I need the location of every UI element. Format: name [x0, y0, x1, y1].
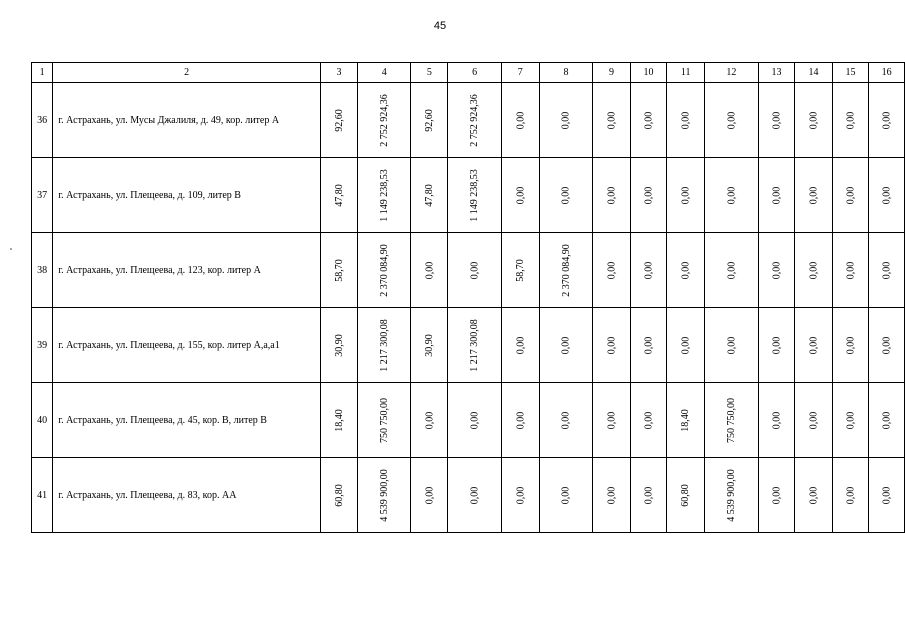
cell-value: 47,80 — [423, 183, 435, 207]
cell-value: 47,80 — [333, 183, 345, 207]
column-header: 10 — [630, 63, 667, 83]
cell-value: 0,00 — [643, 486, 655, 504]
row-number: 40 — [32, 383, 53, 458]
table-row — [32, 83, 905, 158]
row-number: 41 — [32, 458, 53, 533]
value-cell — [501, 383, 539, 458]
cell-value: 2 752 924,36 — [378, 93, 390, 147]
cell-value: 0,00 — [881, 111, 893, 129]
value-cell — [869, 383, 905, 458]
cell-value: 0,00 — [469, 261, 481, 279]
cell-value: 30,90 — [333, 333, 345, 357]
value-cell — [795, 158, 833, 233]
cell-value: 0,00 — [514, 486, 526, 504]
value-cell — [832, 458, 869, 533]
address-cell: г. Астрахань, ул. Плещеева, д. 45, кор. В, литер В — [53, 383, 321, 458]
cell-value: 0,00 — [605, 486, 617, 504]
value-cell — [448, 383, 502, 458]
value-cell — [448, 308, 502, 383]
cell-value: 0,00 — [845, 411, 856, 429]
value-cell — [357, 83, 411, 158]
cell-value: 0,00 — [881, 336, 893, 354]
value-cell — [411, 458, 448, 533]
cell-value: 1 217 300,08 — [378, 318, 390, 372]
value-cell — [539, 308, 593, 383]
value-cell — [758, 233, 795, 308]
address-cell: г. Астрахань, ул. Мусы Джалиля, д. 49, кор. литер А — [53, 83, 321, 158]
cell-value: 4 539 900,00 — [725, 468, 737, 522]
value-cell — [758, 383, 795, 458]
cell-value: 2 752 924,36 — [469, 93, 481, 147]
value-cell — [832, 308, 869, 383]
column-header: 9 — [593, 63, 631, 83]
value-cell — [869, 83, 905, 158]
cell-value: 0,00 — [605, 411, 617, 429]
cell-value: 0,00 — [807, 411, 819, 429]
value-cell — [832, 233, 869, 308]
value-cell — [501, 458, 539, 533]
cell-value: 0,00 — [560, 336, 572, 354]
column-header: 6 — [448, 63, 502, 83]
value-cell — [667, 458, 705, 533]
page-number: 45 — [433, 20, 447, 32]
value-cell — [758, 308, 795, 383]
cell-value: 0,00 — [725, 261, 737, 279]
value-cell — [321, 158, 358, 233]
value-cell — [539, 458, 593, 533]
cell-value: 0,00 — [725, 111, 737, 129]
value-cell — [321, 83, 358, 158]
cell-value: 0,00 — [807, 111, 819, 129]
value-cell — [593, 233, 631, 308]
value-cell — [411, 308, 448, 383]
cell-value: 92,60 — [423, 108, 435, 132]
cell-value: 0,00 — [605, 336, 617, 354]
value-cell — [758, 83, 795, 158]
value-cell — [630, 83, 667, 158]
cell-value: 0,00 — [770, 336, 782, 354]
cell-value: 0,00 — [469, 486, 481, 504]
value-cell — [832, 383, 869, 458]
cell-value: 0,00 — [881, 411, 893, 429]
column-header: 2 — [53, 63, 321, 83]
column-header: 1 — [32, 63, 53, 83]
cell-value: 0,00 — [423, 486, 435, 504]
cell-value: 58,70 — [333, 258, 345, 282]
cell-value: 0,00 — [807, 261, 819, 279]
cell-value: 0,00 — [605, 186, 617, 204]
cell-value: 0,00 — [807, 336, 819, 354]
cell-value: 2 370 084,90 — [378, 243, 390, 297]
value-cell — [321, 233, 358, 308]
value-cell — [539, 383, 593, 458]
value-cell — [357, 233, 411, 308]
cell-value: 0,00 — [605, 111, 617, 129]
value-cell — [869, 158, 905, 233]
cell-value: 0,00 — [680, 186, 692, 204]
value-cell — [448, 158, 502, 233]
value-cell — [667, 158, 705, 233]
value-cell — [539, 233, 593, 308]
cell-value: 0,00 — [643, 261, 655, 279]
address-cell: г. Астрахань, ул. Плещеева, д. 83, кор. АА — [53, 458, 321, 533]
value-cell — [501, 308, 539, 383]
cell-value: 0,00 — [514, 336, 526, 354]
column-header: 15 — [832, 63, 869, 83]
value-cell — [869, 233, 905, 308]
value-cell — [795, 233, 833, 308]
cell-value: 0,00 — [605, 261, 617, 279]
value-cell — [705, 383, 759, 458]
value-cell — [667, 233, 705, 308]
cell-value: 0,00 — [845, 261, 856, 279]
value-cell — [593, 308, 631, 383]
value-cell — [758, 158, 795, 233]
data-table — [31, 62, 905, 533]
table-row — [32, 458, 905, 533]
value-cell — [411, 83, 448, 158]
table-row — [32, 383, 905, 458]
table-row — [32, 233, 905, 308]
cell-value: 0,00 — [770, 111, 782, 129]
cell-value: 0,00 — [423, 411, 435, 429]
cell-value: 18,40 — [333, 408, 345, 432]
value-cell — [357, 458, 411, 533]
value-cell — [869, 458, 905, 533]
cell-value: 0,00 — [845, 486, 856, 504]
cell-value: 0,00 — [643, 336, 655, 354]
cell-value: 0,00 — [725, 186, 737, 204]
cell-value: 0,00 — [514, 411, 526, 429]
cell-value: 0,00 — [680, 336, 692, 354]
value-cell — [501, 83, 539, 158]
value-cell — [630, 158, 667, 233]
cell-value: 0,00 — [770, 261, 782, 279]
value-cell — [593, 383, 631, 458]
cell-value: 0,00 — [643, 411, 655, 429]
cell-value: 0,00 — [807, 486, 819, 504]
value-cell — [321, 458, 358, 533]
value-cell — [357, 158, 411, 233]
value-cell — [539, 83, 593, 158]
cell-value: 18,40 — [680, 408, 692, 432]
cell-value: 0,00 — [770, 411, 782, 429]
value-cell — [795, 383, 833, 458]
cell-value: 0,00 — [643, 186, 655, 204]
value-cell — [357, 383, 411, 458]
value-cell — [593, 458, 631, 533]
address-cell: г. Астрахань, ул. Плещеева, д. 109, литер В — [53, 158, 321, 233]
value-cell — [795, 458, 833, 533]
value-cell — [411, 233, 448, 308]
value-cell — [869, 308, 905, 383]
cell-value: 0,00 — [469, 411, 481, 429]
column-header: 4 — [357, 63, 411, 83]
value-cell — [667, 308, 705, 383]
cell-value: 1 217 300,08 — [469, 318, 481, 372]
row-number: 36 — [32, 83, 53, 158]
value-cell — [593, 158, 631, 233]
value-cell — [630, 233, 667, 308]
value-cell — [705, 83, 759, 158]
column-header: 13 — [758, 63, 795, 83]
cell-value: 4 539 900,00 — [378, 468, 390, 522]
value-cell — [758, 458, 795, 533]
cell-value: 0,00 — [725, 336, 737, 354]
cell-value: 0,00 — [881, 261, 893, 279]
value-cell — [448, 233, 502, 308]
column-header: 14 — [795, 63, 833, 83]
cell-value: 0,00 — [845, 111, 856, 129]
value-cell — [705, 458, 759, 533]
cell-value: 0,00 — [680, 261, 692, 279]
address-cell: г. Астрахань, ул. Плещеева, д. 155, кор. литер А,а,а1 — [53, 308, 321, 383]
value-cell — [705, 308, 759, 383]
value-cell — [448, 83, 502, 158]
value-cell — [501, 158, 539, 233]
column-header: 16 — [869, 63, 905, 83]
row-number: 37 — [32, 158, 53, 233]
value-cell — [705, 233, 759, 308]
cell-value: 0,00 — [881, 486, 893, 504]
cell-value: 0,00 — [423, 261, 435, 279]
table-row — [32, 308, 905, 383]
row-number: 39 — [32, 308, 53, 383]
value-cell — [411, 383, 448, 458]
value-cell — [667, 83, 705, 158]
cell-value: 750 750,00 — [378, 397, 390, 443]
cell-value: 0,00 — [770, 186, 782, 204]
cell-value: 58,70 — [514, 258, 526, 282]
value-cell — [411, 158, 448, 233]
value-cell — [795, 83, 833, 158]
value-cell — [539, 158, 593, 233]
cell-value: 0,00 — [560, 186, 572, 204]
cell-value: 0,00 — [845, 336, 856, 354]
value-cell — [630, 458, 667, 533]
value-cell — [321, 383, 358, 458]
column-header: 8 — [539, 63, 593, 83]
value-cell — [630, 308, 667, 383]
cell-value: 0,00 — [514, 111, 526, 129]
value-cell — [667, 383, 705, 458]
value-cell — [832, 158, 869, 233]
cell-value: 750 750,00 — [725, 397, 737, 443]
cell-value: 0,00 — [845, 186, 856, 204]
cell-value: 0,00 — [560, 411, 572, 429]
address-cell: г. Астрахань, ул. Плещеева, д. 123, кор. литер А — [53, 233, 321, 308]
column-header: 3 — [321, 63, 358, 83]
header-row — [32, 63, 905, 83]
cell-value: 0,00 — [643, 111, 655, 129]
cell-value: 0,00 — [514, 186, 526, 204]
value-cell — [593, 83, 631, 158]
value-cell — [832, 83, 869, 158]
value-cell — [705, 158, 759, 233]
cell-value: 92,60 — [333, 108, 345, 132]
cell-value: 1 149 238,53 — [378, 168, 390, 222]
value-cell — [357, 308, 411, 383]
row-number: 38 — [32, 233, 53, 308]
cell-value: 60,80 — [333, 483, 345, 507]
value-cell — [321, 308, 358, 383]
table-row — [32, 158, 905, 233]
cell-value: 0,00 — [680, 111, 692, 129]
column-header: 7 — [501, 63, 539, 83]
column-header: 11 — [667, 63, 705, 83]
scan-mark — [10, 248, 12, 250]
value-cell — [795, 308, 833, 383]
cell-value: 2 370 084,90 — [560, 243, 572, 297]
cell-value: 1 149 238,53 — [469, 168, 481, 222]
value-cell — [448, 458, 502, 533]
cell-value: 30,90 — [423, 333, 435, 357]
cell-value: 0,00 — [560, 111, 572, 129]
cell-value: 0,00 — [807, 186, 819, 204]
value-cell — [501, 233, 539, 308]
value-cell — [630, 383, 667, 458]
cell-value: 0,00 — [881, 186, 893, 204]
cell-value: 60,80 — [680, 483, 692, 507]
column-header: 12 — [705, 63, 759, 83]
column-header: 5 — [411, 63, 448, 83]
cell-value: 0,00 — [770, 486, 782, 504]
cell-value: 0,00 — [560, 486, 572, 504]
